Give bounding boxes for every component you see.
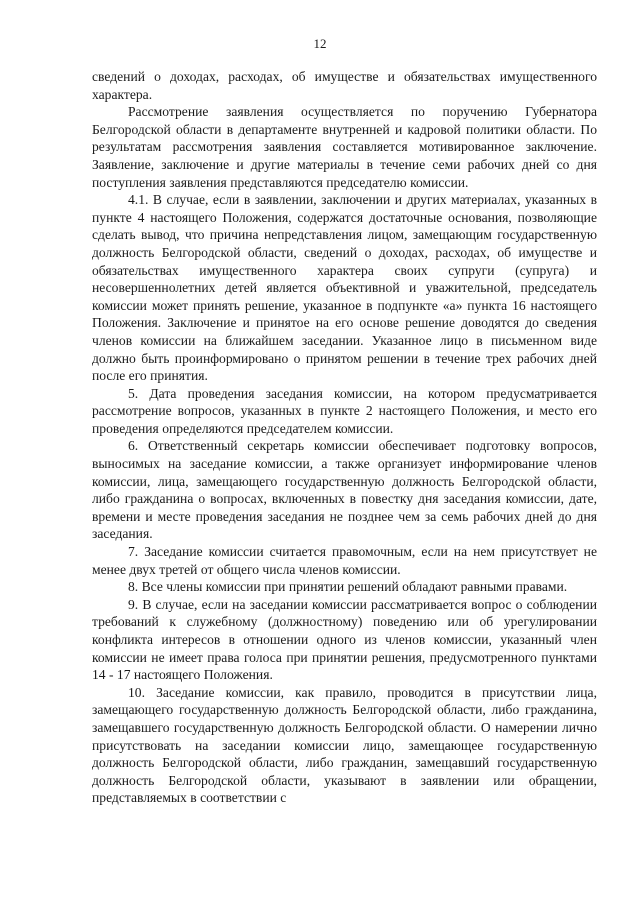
paragraph-application-review: Рассмотрение заявления осуществляется по поручению Губернатора Белгородской области в департаменте внутренней и кадровой политики области. По результатам рассмотрения заявления составляется мотивированное заключение. Заявление, заключение и другие материалы в течение семи рабочих дней со дня поступления заявления представляются председателю комиссии. <box>92 104 597 190</box>
page-number: 12 <box>313 36 327 51</box>
document-body <box>92 68 597 807</box>
paragraph-5: 5. Дата проведения заседания комиссии, на котором предусматривается рассмотрение вопросов, указанных в пункте 2 настоящего Положения, и место его проведения определяются председателем комиссии. <box>92 385 597 436</box>
paragraph-4-1: 4.1. В случае, если в заявлении, заключении и других материалах, указанных в пункте 4 настоящего Положения, содержатся достаточные основания, позволяющие сделать вывод, что причина непредставления лицом, замещающим государственную должность Белгородской области, сведений о доходах, расходах, об имуществе и обязательствах имущественного характера своих супруги (супруга) и несовершеннолетних детей является объективной и уважительной, председатель комиссии может принять решение, указанное в подпункте «а» пункта 16 настоящего Положения. Заключение и принятое на его основе решение доводятся до сведения членов комиссии на ближайшем заседании. Указанное лицо в письменном виде должно быть проинформировано о принятом решении в течение трех рабочих дней после его принятия. <box>92 192 597 384</box>
paragraph-6: 6. Ответственный секретарь комиссии обеспечивает подготовку вопросов, выносимых на заседание комиссии, а также организует информирование членов комиссии, лица, замещающего государственную должность Белгородской области, либо гражданина о вопросах, включенных в повестку дня заседания комиссии, дате, времени и месте проведения заседания не позднее чем за семь рабочих дней до дня заседания. <box>92 438 597 542</box>
paragraph-continuation: сведений о доходах, расходах, об имуществе и обязательствах имущественного характера. <box>92 69 597 102</box>
paragraph-9: 9. В случае, если на заседании комиссии рассматривается вопрос о соблюдении требований к служебному (должностному) поведению или об урегулировании конфликта интересов в отношении одного из членов комиссии, указанный член комиссии не имеет права голоса при принятии решения, предусмотренного пунктами 14 - 17 настоящего Положения. <box>92 596 597 683</box>
paragraph-7: 7. Заседание комиссии считается правомочным, если на нем присутствует не менее двух третей от общего числа членов комиссии. <box>92 544 597 577</box>
paragraph-10: 10. Заседание комиссии, как правило, проводится в присутствии лица, замещающего государственную должность Белгородской области, либо гражданина, замещавшего государственную должность Белгородской области. О намерении лично присутствовать на заседании комиссии лицо, замещающее государственную должность Белгородской области, либо гражданин, замещавший государственную должность Белгородской области, указывают в заявлении или обращении, представляемых в соответствии с <box>92 684 597 806</box>
paragraph-8: 8. Все члены комиссии при принятии решений обладают равными правами. <box>128 579 568 595</box>
